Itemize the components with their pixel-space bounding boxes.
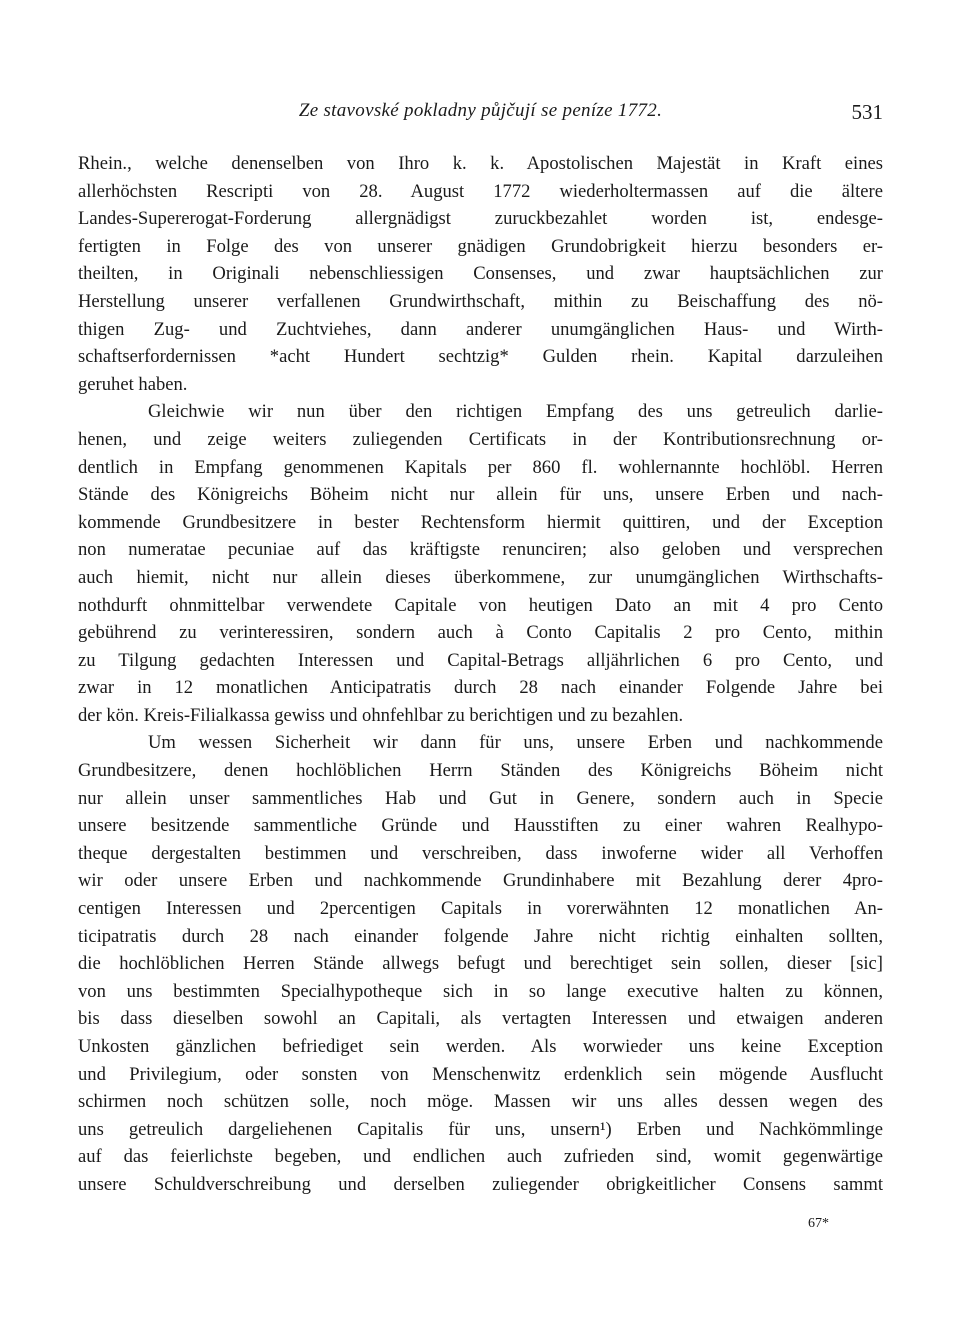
text-line: non numeratae pecuniae auf das kräftigste renunciren; also geloben und versprechen xyxy=(78,539,883,561)
signature-mark: 67* xyxy=(808,1216,829,1231)
text-line: Rhein., welche denenselben von Ihro k. k. Apostolischen Majestät in Kraft eines xyxy=(78,153,883,174)
text-line: uns getreulich dargeliehenen Capitalis für uns, unsern¹) Erben und Nachkömmlinge xyxy=(78,1118,883,1140)
text-line: centigen Interessen und 2percentigen Capitals in vorerwähnten 12 monatlichen An- xyxy=(78,898,883,920)
text-line: die hochlöblichen Herren Stände allwegs befugt und berechtiget sein sollen, dieser [sic] xyxy=(78,953,883,975)
text-line: unsere besitzende sammentliche Gründe und Hausstiften zu einer wahren Realhypo- xyxy=(78,815,883,837)
text-line: auch hiemit, nicht nur allein dieses überkommene, zur unumgänglichen Wirthschafts- xyxy=(78,566,883,588)
text-line: fertigten in Folge des von unserer gnädigen Grundobrigkeit hierzu besonders er- xyxy=(78,235,883,257)
text-line: Herstellung unserer verfallenen Grundwirthschaft, mithin zu Beischaffung des nö- xyxy=(78,290,883,312)
text-line: nothdurft ohnmittelbar verwendete Capitale von heutigen Dato an mit 4 pro Cento xyxy=(78,594,883,616)
text-line: allerhöchsten Rescripti von 28. August 1772 wiederholtermassen auf die ältere xyxy=(78,180,883,202)
text-line: unsere Schuldverschreibung und derselben zuliegender obrigkeitlicher Consens sammt xyxy=(78,1173,883,1195)
running-title: Ze stavovské pokladny půjčují se peníze 1772. xyxy=(298,100,663,121)
text-line: Grundbesitzere, denen hochlöblichen Herrn Ständen des Königreichs Böheim nicht xyxy=(78,760,883,782)
text-line: gebührend zu verinteressiren, sondern auch à Conto Capitalis 2 pro Cento, mithin xyxy=(78,622,883,644)
text-line: Landes-Supererogat-Forderung allergnädigst zuruckbezahlet worden ist, endesge- xyxy=(78,208,883,230)
text-line: ticipatratis durch 28 nach einander folgende Jahre nicht richtig einhalten sollten, xyxy=(78,925,883,947)
text-line: zwar in 12 monatlichen Anticipatratis durch 28 nach einander Folgende Jahre bei xyxy=(78,677,883,699)
text-line: bis dass dieselben sowohl an Capitali, als vertagten Interessen und etwaigen anderen xyxy=(78,1008,883,1030)
page-number: 531 xyxy=(851,100,883,124)
text-line: Stände des Königreichs Böheim nicht nur allein für uns, unsere Erben und nach- xyxy=(78,484,883,506)
text-line: dentlich in Empfang genommenen Kapitals per 860 fl. wohlernannte hochlöbl. Herren xyxy=(78,456,883,478)
text-line: henen, und zeige weiters zuliegenden Certificats in der Kontributionsrechnung or- xyxy=(78,428,883,450)
text-line: schaftserfordernissen *acht Hundert sechtzig* Gulden rhein. Kapital darzuleihen xyxy=(78,346,883,368)
text-line: Um wessen Sicherheit wir dann für uns, unsere Erben und nachkommende xyxy=(148,732,883,754)
text-line: zu Tilgung gedachten Interessen und Capital-Betrags alljährlichen 6 pro Cento, und xyxy=(78,649,883,671)
text-line: schirmen noch schützen solle, noch möge. Massen wir uns alles dessen wegen des xyxy=(78,1091,883,1113)
text-line: geruhet haben. xyxy=(78,373,188,395)
body-text xyxy=(78,150,883,1199)
text-line: Gleichwie wir nun über den richtigen Empfang des uns getreulich darlie- xyxy=(148,401,883,423)
text-line: und Privilegium, oder sonsten von Menschenwitz erdenklich sein mögende Ausflucht xyxy=(78,1063,883,1085)
running-head xyxy=(78,100,883,132)
text-line: kommende Grundbesitzere in bester Rechtensform hiermit quittiren, und der Exception xyxy=(78,511,883,533)
text-line: von uns bestimmten Specialhypotheque sich in so lange executive halten zu können, xyxy=(78,980,883,1002)
text-line: thigen Zug- und Zuchtviehes, dann anderer unumgänglichen Haus- und Wirth- xyxy=(78,318,883,340)
text-line: auf das feierlichste begeben, und endlichen auch zufrieden sind, womit gegenwärtige xyxy=(78,1146,883,1168)
text-line: Unkosten gänzlichen befriediget sein werden. Als worwieder uns keine Exception xyxy=(78,1036,883,1057)
text-line: theque dergestalten bestimmen und verschreiben, dass inwoferne wider all Verhoffen xyxy=(78,842,883,864)
text-line: der kön. Kreis-Filialkassa gewiss und ohnfehlbar zu berichtigen und zu bezahlen. xyxy=(78,704,684,726)
text-line: theilten, in Originali nebenschliessigen Consenses, und zwar hauptsächlichen zur xyxy=(78,263,883,285)
text-line: nur allein unser sammentliches Hab und Gut in Genere, sondern auch in Specie xyxy=(78,787,883,809)
text-line: wir oder unsere Erben und nachkommende Grundinhabere mit Bezahlung derer 4pro- xyxy=(78,870,883,892)
